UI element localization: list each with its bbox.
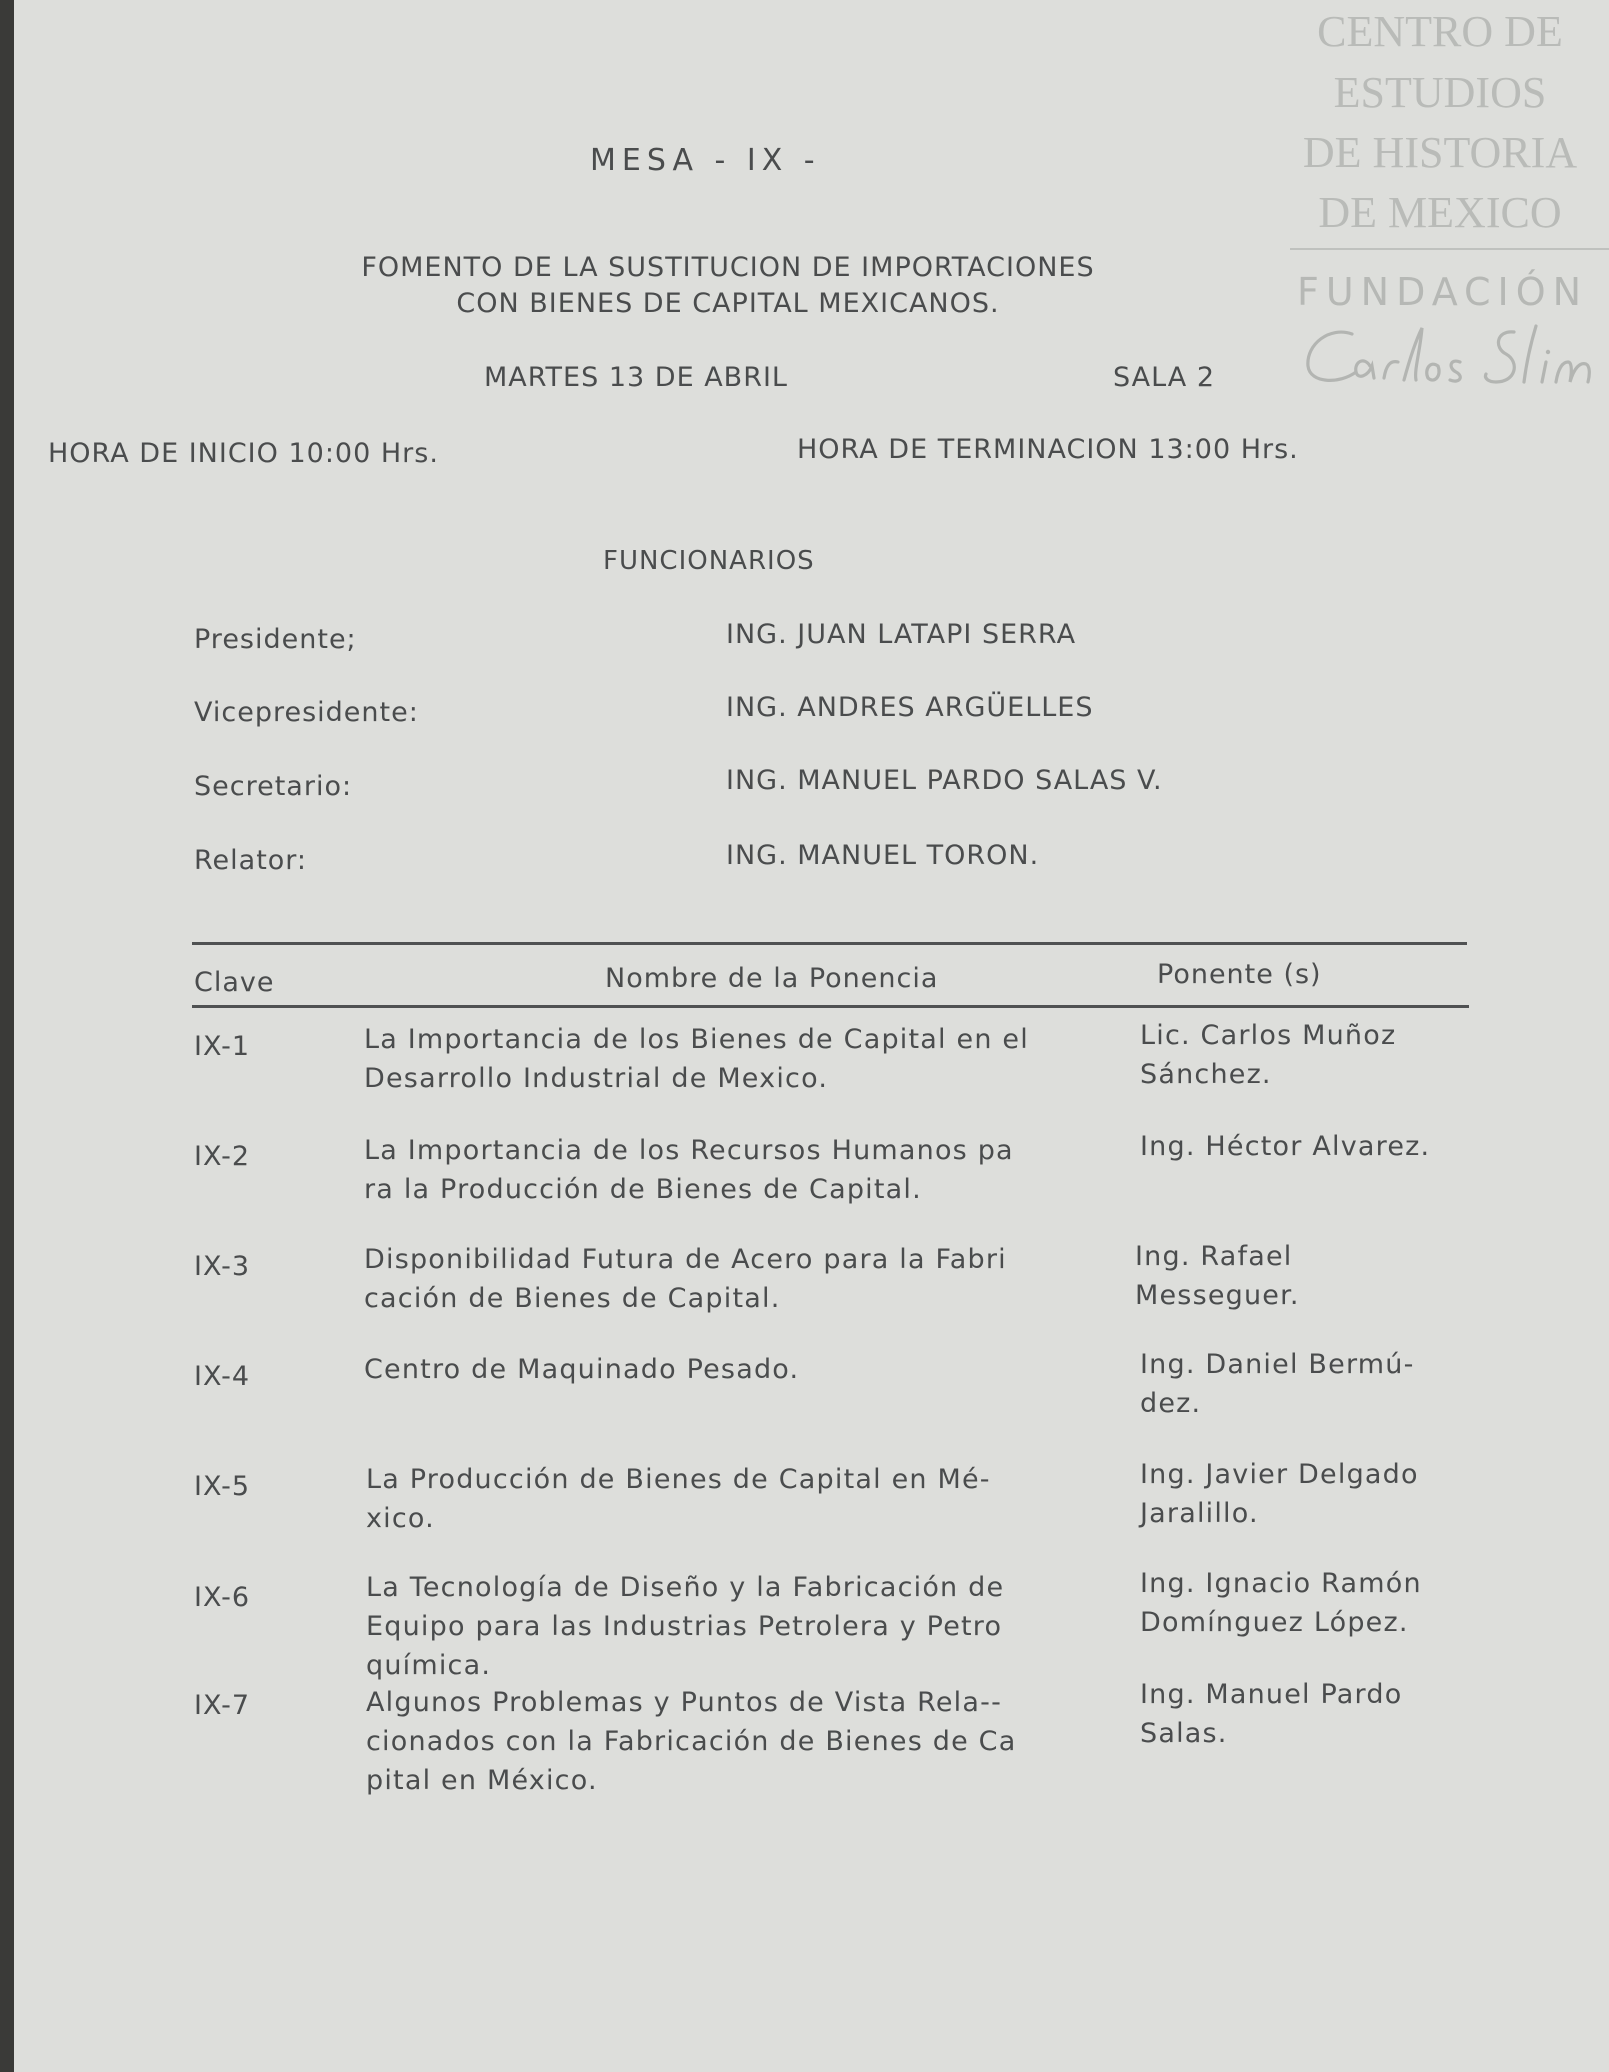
title-line: xico. <box>366 1503 435 1534</box>
end-time: HORA DE TERMINACION 13:00 Hrs. <box>797 434 1299 465</box>
header-clave: Clave <box>194 967 275 998</box>
header-nombre: Nombre de la Ponencia <box>605 963 939 994</box>
official-name-secretary: ING. MANUEL PARDO SALAS V. <box>726 765 1163 796</box>
speaker-line: Domínguez López. <box>1140 1607 1409 1638</box>
officials-heading: FUNCIONARIOS <box>603 546 815 576</box>
row-speaker <box>1140 1455 1419 1533</box>
stamp-fundacion: FUNDACIÓN <box>1297 270 1589 314</box>
speaker-line: Ing. Daniel Bermú- <box>1140 1349 1415 1380</box>
speaker-line: Messeguer. <box>1135 1280 1300 1311</box>
topic-line-2: CON BIENES DE CAPITAL MEXICANOS. <box>456 288 1000 319</box>
row-clave: IX-3 <box>194 1251 251 1282</box>
title-line: cionados con la Fabricación de Bienes de Ca <box>366 1726 1017 1757</box>
official-role-relator: Relator: <box>194 845 308 876</box>
start-time: HORA DE INICIO 10:00 Hrs. <box>48 438 439 469</box>
speaker-line: Ing. Manuel Pardo <box>1140 1679 1403 1710</box>
row-title <box>364 1350 799 1389</box>
signature-logo <box>1300 322 1600 392</box>
speaker-line: dez. <box>1140 1388 1202 1419</box>
official-role-secretary: Secretario: <box>194 771 353 802</box>
header-ponente: Ponente (s) <box>1157 959 1322 990</box>
title-line: Disponibilidad Futura de Acero para la Fabri <box>364 1244 1007 1275</box>
table-header-rule <box>192 1005 1469 1008</box>
official-role-vicepresident: Vicepresidente: <box>194 697 419 728</box>
official-role-president: Presidente; <box>194 624 357 655</box>
session-room: SALA 2 <box>1113 362 1216 393</box>
title-line: La Producción de Bienes de Capital en Mé- <box>366 1464 991 1495</box>
title-line: Algunos Problemas y Puntos de Vista Rela-- <box>366 1687 1003 1718</box>
official-name-relator: ING. MANUEL TORON. <box>726 840 1040 871</box>
title-line: La Tecnología de Diseño y la Fabricación de <box>366 1572 1005 1603</box>
speaker-line: Lic. Carlos Muñoz <box>1140 1020 1397 1051</box>
speaker-line: Ing. Ignacio Ramón <box>1140 1568 1422 1599</box>
row-speaker <box>1140 1675 1402 1753</box>
table-top-rule <box>192 942 1467 945</box>
speaker-line: Ing. Rafael <box>1135 1241 1293 1272</box>
row-title <box>364 1131 1014 1209</box>
title-line: Equipo para las Industrias Petrolera y Petro <box>366 1611 1003 1642</box>
row-clave: IX-5 <box>194 1471 251 1502</box>
row-clave: IX-2 <box>194 1141 251 1172</box>
row-clave: IX-4 <box>194 1361 251 1392</box>
row-clave: IX-7 <box>194 1690 251 1721</box>
title-line: cación de Bienes de Capital. <box>364 1283 781 1314</box>
row-title <box>366 1568 1004 1685</box>
row-title <box>364 1240 1007 1318</box>
speaker-line: Jaralillo. <box>1140 1498 1259 1529</box>
title-line: Centro de Maquinado Pesado. <box>364 1354 800 1385</box>
row-speaker <box>1140 1016 1396 1094</box>
stamp-line-1: CENTRO DE <box>1317 7 1563 56</box>
row-title <box>364 1020 1029 1098</box>
stamp-divider <box>1290 248 1609 250</box>
speaker-line: Salas. <box>1140 1718 1228 1749</box>
title-line: pital en México. <box>366 1765 598 1796</box>
official-name-vicepresident: ING. ANDRES ARGÜELLES <box>726 692 1094 723</box>
title-line: Desarrollo Industrial de Mexico. <box>364 1063 829 1094</box>
title-line: La Importancia de los Recursos Humanos pa <box>364 1135 1014 1166</box>
stamp-line-3: DE HISTORIA <box>1302 128 1578 177</box>
speaker-line: Sánchez. <box>1140 1059 1272 1090</box>
speaker-line: Ing. Héctor Alvarez. <box>1140 1131 1431 1162</box>
title-line: La Importancia de los Bienes de Capital en el <box>364 1024 1029 1055</box>
row-clave: IX-6 <box>194 1582 251 1613</box>
stamp-line-4: DE MEXICO <box>1318 188 1562 237</box>
row-clave: IX-1 <box>194 1031 251 1062</box>
speaker-line: Ing. Javier Delgado <box>1140 1459 1419 1490</box>
official-name-president: ING. JUAN LATAPI SERRA <box>726 619 1077 650</box>
mesa-title: MESA - IX - <box>590 143 821 178</box>
scan-edge <box>0 0 14 2072</box>
row-title <box>366 1460 991 1538</box>
row-speaker <box>1140 1345 1415 1423</box>
topic-line-1: FOMENTO DE LA SUSTITUCION DE IMPORTACIONES <box>361 252 1095 283</box>
stamp-line-2: ESTUDIOS <box>1333 68 1547 117</box>
row-speaker <box>1135 1237 1300 1315</box>
session-date: MARTES 13 DE ABRIL <box>484 362 788 393</box>
row-title <box>366 1683 1016 1800</box>
row-speaker <box>1140 1127 1430 1166</box>
title-line: química. <box>366 1650 492 1681</box>
row-speaker <box>1140 1564 1422 1642</box>
title-line: ra la Producción de Bienes de Capital. <box>364 1174 922 1205</box>
